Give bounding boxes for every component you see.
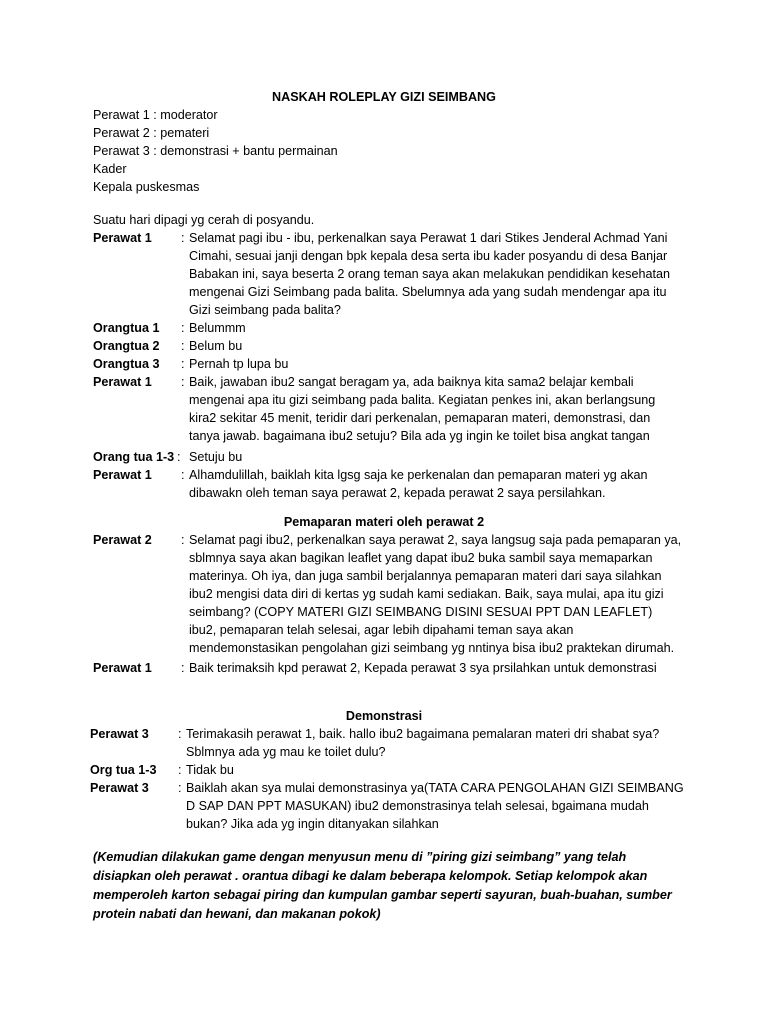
dialogue-line: Orangtua 1 : Belummm — [93, 319, 683, 337]
speaker: Perawat 1 — [93, 468, 152, 482]
speaker: Orangtua 1 — [93, 321, 160, 335]
dialogue-text: Tidak bu — [186, 763, 234, 777]
intro-line: Suatu hari dipagi yg cerah di posyandu. — [93, 213, 315, 227]
dialogue-block-3 — [90, 725, 686, 833]
speaker: Orang tua 1-3 — [93, 450, 175, 464]
dialogue-line: Orang tua 1-3 : Setuju bu — [93, 448, 683, 466]
role-item: Kader — [93, 162, 127, 176]
dialogue-text: Baik, jawaban ibu2 sangat beragam ya, ada baiknya kita sama2 belajar kembali mengenai apa itu gizi seimbang pada balita. Kegiatan penkes ini, akan berlangsung kira2 sekitar 45 menit, teridir dari perkenalan, pemaparan materi, demonstrasi, dan tanya jawab. bagaimana ibu2 setuju? Bila ada yg ingin ke toilet bisa angkat tangan — [189, 375, 656, 443]
dialogue-line: Perawat 3 : Baiklah akan sya mulai demonstrasinya ya(TATA CARA PENGOLAHAN GIZI SEIMBANG D SAP DAN PPT MASUKAN) ibu2 demonstrasinya telah selesai, bgaimana mudah bukan? Jika ada yg ingin ditanyakan silahkan — [90, 779, 686, 833]
dialogue-text: Alhamdulillah, baiklah kita lgsg saja ke perkenalan dan pemaparan materi yg akan dibawakn oleh teman saya perawat 2, kepada perawat 2 saya persilahkan. — [189, 468, 648, 500]
dialogue-line: Perawat 1 : Selamat pagi ibu - ibu, perkenalkan saya Perawat 1 dari Stikes Jenderal Achmad Yani Cimahi, sesuai janji dengan bpk kepala desa serta ibu kader posyandu di desa Banjar Babakan ini, saya beserta 2 orang teman saya akan melakukan pendidikan kesehatan mengenai Gizi Seimbang pada balita. Sbelumnya ada yang sudah mendengar apa itu Gizi seimbang pada balita? — [93, 229, 683, 319]
dialogue-line: Perawat 1 : Baik, jawaban ibu2 sangat beragam ya, ada baiknya kita sama2 belajar kembali mengenai apa itu gizi seimbang pada balita. Kegiatan penkes ini, akan berlangsung kira2 sekitar 45 menit, teridir dari perkenalan, pemaparan materi, demonstrasi, dan tanya jawab. bagaimana ibu2 setuju? Bila ada yg ingin ke toilet bisa angkat tangan — [93, 373, 683, 445]
dialogue-line: Orangtua 2 : Belum bu — [93, 337, 683, 355]
role-item: Perawat 1 : moderator — [93, 108, 218, 122]
dialogue-text: Belum bu — [189, 339, 243, 353]
dialogue-text: Belummm — [189, 321, 246, 335]
document-title: NASKAH ROLEPLAY GIZI SEIMBANG — [272, 90, 496, 104]
speaker: Perawat 3 — [90, 727, 149, 741]
dialogue-text: Baik terimaksih kpd perawat 2, Kepada perawat 3 sya prsilahkan untuk demonstrasi — [189, 661, 657, 675]
dialogue-text: Pernah tp lupa bu — [189, 357, 289, 371]
dialogue-line: Perawat 3 : Terimakasih perawat 1, baik. hallo ibu2 bagaimana pemalaran materi dri shabat sya? Sblmnya ada yg mau ke toilet dulu? — [90, 725, 686, 761]
dialogue-line: Org tua 1-3 : Tidak bu — [90, 761, 686, 779]
speaker: Orangtua 3 — [93, 357, 160, 371]
role-list — [93, 106, 338, 196]
dialogue-text: Selamat pagi ibu - ibu, perkenalkan saya Perawat 1 dari Stikes Jenderal Achmad Yani Cimahi, sesuai janji dengan bpk kepala desa serta ibu kader posyandu di desa Banjar Babakan ini, saya beserta 2 orang teman saya akan melakukan pendidikan kesehatan mengenai Gizi Seimbang pada balita. Sbelumnya ada yang sudah mendengar apa itu Gizi seimbang pada balita? — [189, 231, 670, 317]
dialogue-line: Orangtua 3 : Pernah tp lupa bu — [93, 355, 683, 373]
dialogue-line: Perawat 2 : Selamat pagi ibu2, perkenalkan saya perawat 2, saya langsug saja pada pemaparan ya, sblmnya saya akan bagikan leaflet yang dapat ibu2 buka sambil saya memaparkan materinya. Oh iya, dan juga sambil berjalannya pemaparan materi dari saya silahkan ibu2 mengisi data diri di kertas yg sudah kami sediakan. Baik, saya mulai, apa itu gizi seimbang? (COPY MATERI GIZI SEIMBANG DISINI SESUAI PPT DAN LEAFLET) ibu2, pemaparan telah selesai, agar lebih dipahami teman saya akan mendemonstasikan pengolahan gizi seimbang yg nntinya bisa ibu2 praktekan dirumah. — [93, 533, 682, 655]
dialogue-line: Perawat 1 : Alhamdulillah, baiklah kita lgsg saja ke perkenalan dan pemaparan materi yg akan dibawakn oleh teman saya perawat 2, kepada perawat 2 saya persilahkan. — [93, 466, 683, 502]
section-title-pemaparan: Pemaparan materi oleh perawat 2 — [283, 515, 485, 529]
speaker: Orangtua 2 — [93, 339, 160, 353]
closing-note: (Kemudian dilakukan game dengan menyusun menu di ”piring gizi seimbang” yang telah disiapkan oleh perawat . orantua dibagi ke dalam beberapa kelompok. Setiap kelompok akan memperoleh karton sebagai piring dan kumpulan gambar seperti sayuran, buah-buahan, sumber protein nabati dan hewani, dan makanan pokok) — [93, 850, 672, 921]
speaker: Org tua 1-3 — [90, 763, 157, 777]
role-item: Kepala puskesmas — [93, 180, 200, 194]
dialogue-line: Perawat 1 : Baik terimaksih kpd perawat 2, Kepada perawat 3 sya prsilahkan untuk demonstrasi — [93, 659, 683, 677]
role-item: Perawat 2 : pemateri — [93, 126, 210, 140]
dialogue-text: Selamat pagi ibu2, perkenalkan saya perawat 2, saya langsug saja pada pemaparan ya, sblmnya saya akan bagikan leaflet yang dapat ibu2 buka sambil saya memaparkan materinya. Oh iya, dan juga sambil berjalannya pemaparan materi dari saya silahkan ibu2 mengisi data diri di kertas yg sudah kami sediakan. Baik, saya mulai, apa itu gizi seimbang? (COPY MATERI GIZI SEIMBANG DISINI SESUAI PPT DAN LEAFLET) ibu2, pemaparan telah selesai, agar lebih dipahami teman saya akan mendemonstasikan pengolahan gizi seimbang yg nntinya bisa ibu2 praktekan dirumah. — [189, 533, 682, 655]
speaker: Perawat 3 — [90, 781, 149, 795]
dialogue-text: Baiklah akan sya mulai demonstrasinya ya(TATA CARA PENGOLAHAN GIZI SEIMBANG D SAP DAN PPT MASUKAN) ibu2 demonstrasinya telah selesai, bgaimana mudah bukan? Jika ada yg ingin ditanyakan silahkan — [186, 781, 684, 831]
dialogue-text: Terimakasih perawat 1, baik. hallo ibu2 bagaimana pemalaran materi dri shabat sya? Sblmnya ada yg mau ke toilet dulu? — [186, 727, 660, 759]
speaker: Perawat 1 — [93, 375, 152, 389]
role-item: Perawat 3 : demonstrasi + bantu permainan — [93, 144, 338, 158]
speaker: Perawat 1 — [93, 231, 152, 245]
dialogue-block-2 — [93, 531, 683, 677]
dialogue-text: Setuju bu — [189, 450, 243, 464]
dialogue-block-1 — [93, 229, 683, 502]
section-title-demonstrasi: Demonstrasi — [345, 709, 423, 723]
speaker: Perawat 2 — [93, 533, 152, 547]
speaker: Perawat 1 — [93, 661, 152, 675]
